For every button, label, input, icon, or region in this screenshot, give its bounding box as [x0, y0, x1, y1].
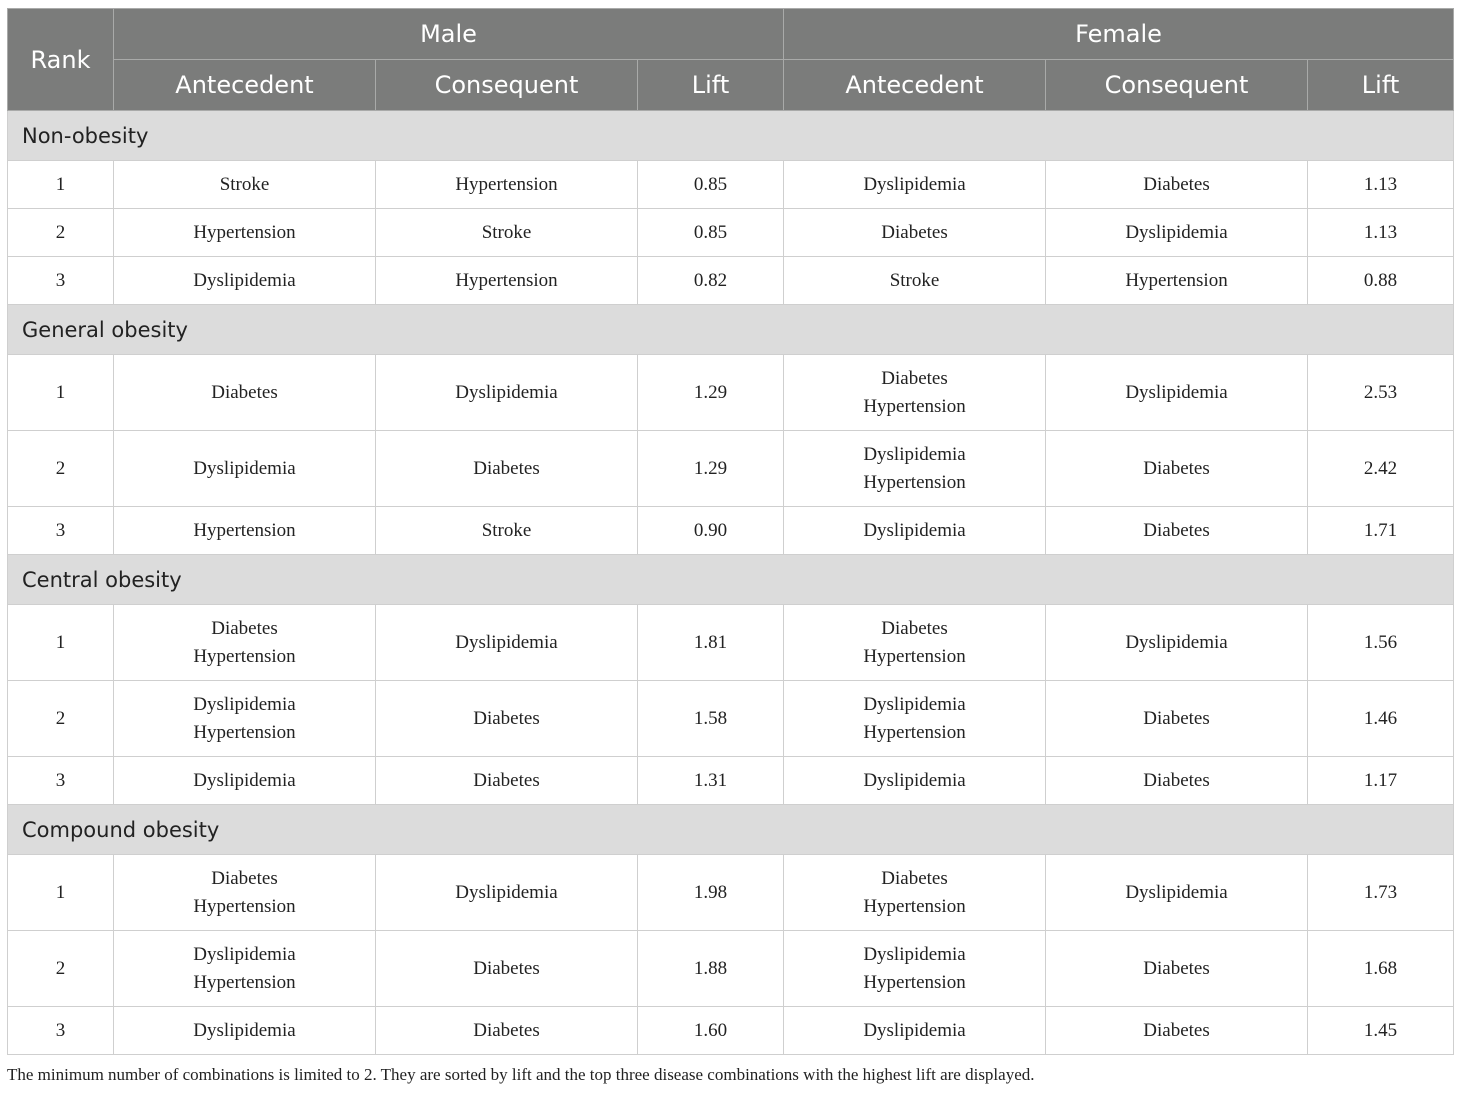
antecedent-item: Dyslipidemia	[863, 1019, 966, 1041]
male-lift-cell: 0.90	[638, 507, 784, 555]
male-lift-cell: 1.58	[638, 681, 784, 757]
table-header	[8, 9, 1454, 111]
female-header: Female	[784, 9, 1454, 60]
male-consequent-cell: Dyslipidemia	[376, 605, 638, 681]
male-lift-cell: 0.85	[638, 161, 784, 209]
female-lift-cell: 1.46	[1308, 681, 1454, 757]
antecedent-item: Hypertension	[193, 971, 296, 993]
table-row	[8, 161, 1454, 209]
antecedent-item: Diabetes	[881, 221, 948, 243]
female-antecedent-cell	[784, 257, 1046, 305]
male-antecedent-cell	[114, 931, 376, 1007]
antecedent-item: Diabetes	[881, 617, 948, 639]
female-consequent-cell: Diabetes	[1046, 757, 1308, 805]
table-row	[8, 931, 1454, 1007]
male-consequent-cell: Diabetes	[376, 431, 638, 507]
male-consequent-cell: Diabetes	[376, 757, 638, 805]
male-antecedent-cell	[114, 855, 376, 931]
female-lift-cell: 2.42	[1308, 431, 1454, 507]
male-lift-cell: 1.29	[638, 431, 784, 507]
antecedent-item: Diabetes	[211, 867, 278, 889]
male-antecedent-cell	[114, 209, 376, 257]
antecedent-item: Dyslipidemia	[193, 943, 296, 965]
antecedent-item: Hypertension	[863, 971, 966, 993]
antecedent-item: Hypertension	[863, 895, 966, 917]
table-row	[8, 605, 1454, 681]
female-consequent-cell: Diabetes	[1046, 161, 1308, 209]
antecedent-item: Stroke	[889, 269, 940, 291]
table-row	[8, 355, 1454, 431]
male-antecedent-header: Antecedent	[114, 60, 376, 111]
antecedent-item: Hypertension	[863, 645, 966, 667]
rank-header: Rank	[8, 9, 114, 111]
male-consequent-cell: Stroke	[376, 209, 638, 257]
male-lift-cell: 1.31	[638, 757, 784, 805]
section-row	[8, 555, 1454, 605]
rank-cell: 1	[8, 605, 114, 681]
rank-cell: 3	[8, 507, 114, 555]
male-header: Male	[114, 9, 784, 60]
section-row	[8, 111, 1454, 161]
male-lift-cell: 0.85	[638, 209, 784, 257]
section-title: Central obesity	[8, 555, 1454, 605]
female-consequent-cell: Diabetes	[1046, 507, 1308, 555]
antecedent-item: Dyslipidemia	[193, 769, 296, 791]
rank-cell: 3	[8, 1007, 114, 1055]
antecedent-item: Dyslipidemia	[863, 943, 966, 965]
antecedent-item: Hypertension	[863, 471, 966, 493]
female-lift-cell: 1.13	[1308, 161, 1454, 209]
table-row	[8, 757, 1454, 805]
female-antecedent-cell	[784, 605, 1046, 681]
antecedent-item: Dyslipidemia	[193, 269, 296, 291]
female-consequent-cell: Diabetes	[1046, 431, 1308, 507]
male-antecedent-cell	[114, 681, 376, 757]
female-antecedent-header: Antecedent	[784, 60, 1046, 111]
male-lift-header: Lift	[638, 60, 784, 111]
female-antecedent-cell	[784, 681, 1046, 757]
table-row	[8, 431, 1454, 507]
female-antecedent-cell	[784, 757, 1046, 805]
male-lift-cell: 1.88	[638, 931, 784, 1007]
antecedent-item: Stroke	[219, 173, 270, 195]
male-antecedent-cell	[114, 257, 376, 305]
rank-cell: 2	[8, 681, 114, 757]
male-antecedent-cell	[114, 1007, 376, 1055]
male-consequent-cell: Hypertension	[376, 257, 638, 305]
rank-cell: 1	[8, 355, 114, 431]
male-lift-cell: 1.60	[638, 1007, 784, 1055]
female-consequent-header: Consequent	[1046, 60, 1308, 111]
section-row	[8, 805, 1454, 855]
male-antecedent-cell	[114, 355, 376, 431]
female-consequent-cell: Dyslipidemia	[1046, 605, 1308, 681]
female-lift-cell: 2.53	[1308, 355, 1454, 431]
antecedent-item: Hypertension	[863, 721, 966, 743]
male-antecedent-cell	[114, 757, 376, 805]
rank-cell: 2	[8, 431, 114, 507]
female-lift-cell: 0.88	[1308, 257, 1454, 305]
male-antecedent-cell	[114, 605, 376, 681]
antecedent-item: Diabetes	[881, 867, 948, 889]
female-consequent-cell: Dyslipidemia	[1046, 855, 1308, 931]
antecedent-item: Dyslipidemia	[863, 693, 966, 715]
antecedent-item: Diabetes	[211, 381, 278, 403]
male-lift-cell: 1.81	[638, 605, 784, 681]
rank-cell: 3	[8, 757, 114, 805]
rank-cell: 2	[8, 209, 114, 257]
female-antecedent-cell	[784, 855, 1046, 931]
male-antecedent-cell	[114, 507, 376, 555]
male-antecedent-cell	[114, 431, 376, 507]
male-lift-cell: 0.82	[638, 257, 784, 305]
table-row	[8, 855, 1454, 931]
female-lift-cell: 1.13	[1308, 209, 1454, 257]
antecedent-item: Dyslipidemia	[193, 457, 296, 479]
male-lift-cell: 1.98	[638, 855, 784, 931]
female-consequent-cell: Dyslipidemia	[1046, 355, 1308, 431]
table-body	[8, 111, 1454, 1055]
table-row	[8, 257, 1454, 305]
male-consequent-cell: Stroke	[376, 507, 638, 555]
table-row	[8, 209, 1454, 257]
male-consequent-cell: Diabetes	[376, 681, 638, 757]
female-antecedent-cell	[784, 161, 1046, 209]
rank-cell: 1	[8, 161, 114, 209]
female-antecedent-cell	[784, 431, 1046, 507]
association-rules-table	[7, 8, 1454, 1055]
section-row	[8, 305, 1454, 355]
female-lift-cell: 1.68	[1308, 931, 1454, 1007]
table-footnote: The minimum number of combinations is limited to 2. They are sorted by lift and the top three disease combinations with the highest lift are displayed.	[7, 1065, 1035, 1084]
female-lift-cell: 1.71	[1308, 507, 1454, 555]
antecedent-item: Hypertension	[193, 721, 296, 743]
male-consequent-header: Consequent	[376, 60, 638, 111]
female-lift-cell: 1.73	[1308, 855, 1454, 931]
results-table-container	[7, 8, 1453, 1055]
female-antecedent-cell	[784, 931, 1046, 1007]
female-antecedent-cell	[784, 1007, 1046, 1055]
female-antecedent-cell	[784, 355, 1046, 431]
female-consequent-cell: Hypertension	[1046, 257, 1308, 305]
rank-cell: 3	[8, 257, 114, 305]
antecedent-item: Hypertension	[193, 221, 296, 243]
female-consequent-cell: Dyslipidemia	[1046, 209, 1308, 257]
male-consequent-cell: Dyslipidemia	[376, 855, 638, 931]
antecedent-item: Dyslipidemia	[863, 173, 966, 195]
male-consequent-cell: Diabetes	[376, 931, 638, 1007]
female-lift-cell: 1.45	[1308, 1007, 1454, 1055]
section-title: Compound obesity	[8, 805, 1454, 855]
antecedent-item: Dyslipidemia	[863, 519, 966, 541]
male-lift-cell: 1.29	[638, 355, 784, 431]
antecedent-item: Hypertension	[193, 645, 296, 667]
antecedent-item: Hypertension	[863, 395, 966, 417]
male-consequent-cell: Dyslipidemia	[376, 355, 638, 431]
antecedent-item: Dyslipidemia	[193, 1019, 296, 1041]
antecedent-item: Hypertension	[193, 519, 296, 541]
female-consequent-cell: Diabetes	[1046, 931, 1308, 1007]
female-lift-cell: 1.56	[1308, 605, 1454, 681]
male-consequent-cell: Hypertension	[376, 161, 638, 209]
female-consequent-cell: Diabetes	[1046, 1007, 1308, 1055]
antecedent-item: Diabetes	[211, 617, 278, 639]
table-row	[8, 681, 1454, 757]
female-antecedent-cell	[784, 507, 1046, 555]
antecedent-item: Dyslipidemia	[863, 443, 966, 465]
female-lift-cell: 1.17	[1308, 757, 1454, 805]
table-row	[8, 507, 1454, 555]
antecedent-item: Dyslipidemia	[863, 769, 966, 791]
antecedent-item: Hypertension	[193, 895, 296, 917]
antecedent-item: Diabetes	[881, 367, 948, 389]
rank-cell: 2	[8, 931, 114, 1007]
table-row	[8, 1007, 1454, 1055]
section-title: Non-obesity	[8, 111, 1454, 161]
rank-cell: 1	[8, 855, 114, 931]
male-consequent-cell: Diabetes	[376, 1007, 638, 1055]
female-antecedent-cell	[784, 209, 1046, 257]
antecedent-item: Dyslipidemia	[193, 693, 296, 715]
female-lift-header: Lift	[1308, 60, 1454, 111]
section-title: General obesity	[8, 305, 1454, 355]
female-consequent-cell: Diabetes	[1046, 681, 1308, 757]
male-antecedent-cell	[114, 161, 376, 209]
